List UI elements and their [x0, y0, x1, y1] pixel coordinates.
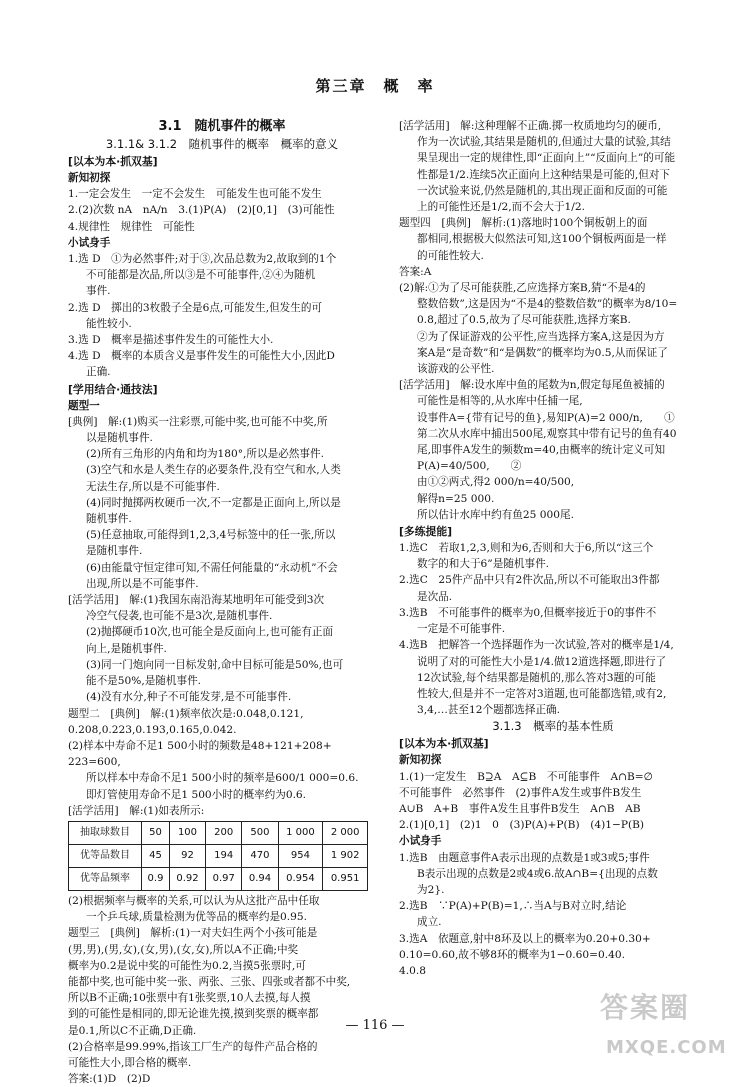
table-cell: 194 — [206, 844, 242, 867]
section-bracket-heading: [以本为本·抓双基] — [399, 737, 489, 751]
text-line: [活学活用] 解:这种理解不正确.掷一枚质地均匀的硬币, — [399, 120, 662, 132]
text-line: 1.选 D ①为必然事件;对于③,次品总数为2,故取到的1个 — [68, 253, 337, 266]
text-line: 223=600, — [68, 756, 121, 769]
text-line: 可能性大小,即合格的概率. — [68, 1056, 192, 1069]
page-number: — 116 — — [345, 1018, 405, 1033]
text-line: (4)没有水分,种子不可能发芽,是不可能事件. — [86, 691, 292, 704]
text-line: 3,4,…甚至12个题都选择正确. — [417, 704, 560, 717]
text-line: 能不是50%,是随机事件. — [86, 675, 202, 688]
table-cell: 0.951 — [323, 867, 368, 890]
text-line: (4)同时抛掷两枚硬币一次,不一定都是正面向上,所以是 — [86, 496, 341, 509]
text-line: 1.一定会发生 一定不会发生 可能发生也可能不发生 — [68, 188, 322, 201]
text-line: (男,男),(男,女),(女,男),(女,女),所以A不正确;中奖 — [68, 943, 299, 956]
text-line: 1.选C 若取1,2,3,则和为6,否则和大于6,所以“这三个 — [399, 542, 654, 555]
text-line: 不可能都是次品,所以③是不可能事件,②④为随机 — [86, 269, 316, 282]
watermark-logo — [600, 991, 750, 1066]
table-row-header: 优等品频率 — [69, 867, 142, 890]
table-row-header: 抽取球数目 — [69, 821, 142, 844]
text-line: 题型四 [典例] 解析:(1)落地时100个铜板朝上的面 — [399, 217, 648, 230]
text-line: 尾,即事件A发生的频数m=40,由概率的统计定义可知 — [417, 444, 666, 457]
watermark-glyph: 答案圈 — [600, 991, 691, 1024]
text-line: 果呈现出一定的规律性,即“正面向上”“反面向上”的可能 — [417, 152, 676, 165]
table-cell: 470 — [242, 844, 278, 867]
text-line: 一次试验来说,仍然是随机的,其出现正面和反面的可能 — [417, 184, 668, 197]
text-line: 2.(2)次数 nA nA/n 3.(1)P(A) (2)[0,1] (3)可能性 — [68, 204, 335, 217]
text-line: 是次品. — [417, 590, 453, 603]
text-line: 2.选 D 掷出的3枚骰子全是6点,可能发生,但发生的可 — [68, 301, 323, 314]
text-line: 冷空气侵袭,也可能不是3次,是随机事件. — [86, 610, 273, 623]
text-line: 上的可能性还是1/2,而不会大于1/2. — [417, 201, 585, 214]
text-line: (5)任意抽取,可能得到1,2,3,4号标签中的任一张,所以 — [86, 529, 336, 542]
text-line: 随机事件. — [86, 513, 132, 526]
text-line: 到的可能性是相同的,即无论谁先摸,摸到奖票的概率都 — [68, 1008, 319, 1021]
text-line: (2)所有三角形的内角和均为180°,所以是必然事件. — [86, 448, 324, 461]
left-column — [68, 118, 376, 1087]
text-line: (3)同一门炮向同一目标发射,命中目标可能是50%,也可 — [86, 658, 344, 671]
right-answer-text-2 — [399, 735, 707, 979]
text-line: 1.选B 由题意事件A表示出现的点数是1或3或5;事件 — [399, 851, 650, 864]
text-line: 数字的和大于6”是随机事件. — [417, 558, 550, 571]
section-title: 3.1 随机事件的概率 — [158, 119, 286, 134]
text-line: 不可能事件 必然事件 (2)事件A发生或事件B发生 — [399, 786, 642, 799]
text-line: 的可能性较大. — [417, 249, 484, 262]
text-line: 作为一次试验,其结果是随机的,但通过大量的试验,其结 — [417, 136, 671, 149]
table-cell: 2 000 — [323, 821, 368, 844]
left-answer-text — [68, 153, 376, 819]
table-cell: 1 902 — [323, 844, 368, 867]
text-line: 即灯管使用寿命不足1 500小时的概率约为0.6. — [86, 788, 307, 801]
text-line: 成立. — [417, 916, 442, 929]
text-line: 4.选 D 概率的本质含义是事件发生的可能性大小,因此D — [68, 350, 335, 363]
text-line: 案A是“是奇数”和“是偶数”的概率均为0.5,从而保证了 — [417, 346, 668, 359]
text-line: 整数倍数”,这是因为“不是4的整数倍数”的概率为8/10= — [417, 298, 678, 311]
table-row — [69, 844, 368, 867]
chapter-title: 第三章 概 率 — [315, 77, 435, 95]
text-line: 3.选 D 概率是描述事件发生的可能性大小. — [68, 334, 274, 347]
table-cell: 0.9 — [142, 867, 170, 890]
text-line: [活学活用] 解:设水库中鱼的尾数为n,假定每尾鱼被捕的 — [399, 379, 665, 392]
text-line: 由①②两式,得2 000/n=40/500, — [417, 476, 575, 489]
text-line: ②为了保证游戏的公平性,应当选择方案A,这是因为方 — [417, 330, 665, 343]
table-cell: 0.94 — [242, 867, 278, 890]
text-line: (2)根据频率与概率的关系,可以认为从这批产品中任取 — [68, 894, 320, 907]
left-answer-text-2 — [68, 893, 376, 1087]
text-line: 0.10=0.60,故不够8环的概率为1−0.60=0.40. — [399, 948, 625, 961]
text-line: 出现,所以是不可能事件. — [86, 577, 199, 590]
table-cell: 45 — [142, 844, 170, 867]
text-line: 无法生存,所以是不可能事件. — [86, 480, 220, 493]
table-cell: 200 — [206, 821, 242, 844]
text-line: 答案:A — [399, 265, 432, 278]
text-line: 0.208,0.223,0.193,0.165,0.042. — [68, 723, 237, 736]
text-line: 设事件A={带有记号的鱼},易知P(A)=2 000/n, ① — [417, 411, 675, 424]
subheading: 新知初探 — [68, 172, 111, 184]
text-line: 以是随机事件. — [86, 432, 153, 445]
section-bracket-heading: [以本为本·抓双基] — [68, 155, 158, 168]
right-answer-text — [399, 118, 707, 718]
section-bracket-heading: [学用结合·通技法] — [68, 382, 158, 396]
text-line: 所以估计水库中约有鱼25 000尾. — [417, 508, 574, 521]
text-line: 3.选A 依题意,射中8环及以上的概率为0.20+0.30+ — [399, 932, 651, 945]
text-line: 都相同,根据极大似然法可知,这100个铜板两面是一样 — [417, 233, 667, 246]
text-line: (2)合格率是99.99%,指该工厂生产的每件产品合格的 — [68, 1040, 318, 1053]
text-line: 解得n=25 000. — [417, 492, 495, 505]
text-line: [活学活用] 解:(1)如表所示: — [68, 804, 205, 817]
text-line: 12次试验,每个结果都是随机的,那么答对3题的可能 — [417, 671, 656, 684]
subheading: 小试身手 — [399, 835, 442, 848]
table-cell: 100 — [169, 821, 205, 844]
text-line: 是0.1,所以C不正确,D正确. — [68, 1024, 197, 1037]
text-line: 概率为0.2是说中奖的可能性为0.2,当摸5张票时,可 — [68, 959, 306, 972]
text-line: (2)抛掷硬币10次,也可能全是反面向上,也可能有正面 — [86, 626, 334, 639]
text-line: 答案:(1)D (2)D — [68, 1073, 151, 1086]
watermark-url: MXQE.COM — [606, 1037, 727, 1058]
text-line: 1.(1)一定发生 B⊇A A⊆B 不可能事件 A∩B=∅ — [399, 770, 653, 783]
text-line: 4.0.8 — [399, 964, 426, 977]
text-line: 是随机事件. — [86, 545, 143, 558]
text-line: (6)由能量守恒定律可知,不需任何能量的“永动机”不会 — [86, 561, 338, 574]
text-line: [活学活用] 解:(1)我国东南沿海某地明年可能受到3次 — [68, 594, 325, 607]
text-line: 所以B不正确;10张票中有1张奖票,10人去摸,每人摸 — [68, 992, 311, 1005]
table-row-header: 优等品数目 — [69, 844, 142, 867]
table-cell: 500 — [242, 821, 278, 844]
text-line: 2.选C 25件产品中只有2件次品,所以不可能取出3件都 — [399, 574, 660, 587]
text-line: 0.8,超过了0.5,故为了尽可能获胜,选择方案B. — [417, 314, 631, 327]
text-line: 3.选B 不可能事件的概率为0,但概率接近于0的事件不 — [399, 606, 657, 619]
text-line: 向上,是随机事件. — [86, 642, 167, 655]
text-line: 2.选B ∵P(A)+P(B)=1,∴当A与B对立时,结论 — [399, 900, 627, 913]
text-line: 为2}. — [417, 883, 445, 896]
subheading: 小试身手 — [68, 236, 111, 249]
text-line: 所以样本中寿命不足1 500小时的频率是600/1 000=0.6. — [86, 772, 359, 785]
right-column — [399, 118, 707, 979]
text-line: (2)样本中寿命不足1 500小时的频数是48+121+208+ — [68, 739, 332, 752]
text-line: (2)解:①为了尽可能获胜,乙应选择方案B,猜“不是4的 — [399, 282, 646, 295]
text-line: 4.选B 把解答一个选择题作为一次试验,答对的概率是1/4, — [399, 639, 674, 652]
text-line: 题型二 [典例] 解:(1)频率依次是:0.048,0.121, — [68, 707, 304, 720]
text-line: 2.(1)[0,1] (2)1 0 (3)P(A)+P(B) (4)1−P(B) — [399, 819, 644, 832]
table-cell: 1 000 — [278, 821, 323, 844]
text-line: 题型三 [典例] 解析:(1)一对夫妇生两个小孩可能是 — [68, 927, 318, 940]
text-line: 该游戏的公平性. — [417, 363, 495, 376]
text-line: 说明了对的可能性大小是1/4.做12道选择题,即进行了 — [417, 655, 667, 668]
text-line: [典例] 解:(1)购买一注彩票,可能中奖,也可能不中奖,所 — [68, 415, 328, 428]
results-table — [68, 821, 368, 891]
subsection-title: 3.1.3 概率的基本性质 — [492, 719, 614, 734]
text-line: 能性较小. — [86, 317, 132, 330]
table-cell: 50 — [142, 821, 170, 844]
text-line: 事件. — [86, 285, 111, 298]
text-line: 性都是1/2.连续5次正面向上这种结果是可能的,但对下 — [417, 168, 670, 181]
text-line: B表示出现的点数是2或4或6.故A∩B={出现的点数 — [417, 867, 658, 880]
text-line: 正确. — [86, 366, 111, 379]
text-line: 一定是不可能事件. — [417, 623, 506, 636]
text-line: 能都中奖,也可能中奖一张、两张、三张、四张或者都不中奖, — [68, 975, 351, 988]
text-line: P(A)=40/500, ② — [417, 460, 522, 473]
text-line: 一个乒乓球,质量检测为优等品的概率约是0.95. — [86, 911, 308, 924]
section-bracket-heading: [多练提能] — [399, 525, 453, 539]
text-line: (3)空气和水是人类生存的必要条件,没有空气和水,人类 — [86, 464, 341, 477]
table-cell: 0.97 — [206, 867, 242, 890]
text-line: 4.规律性 规律性 可能性 — [68, 220, 195, 233]
section-subtitle: 3.1.1& 3.1.2 随机事件的概率 概率的意义 — [105, 137, 339, 151]
table-cell: 0.92 — [169, 867, 205, 890]
table-row — [69, 821, 368, 844]
table-cell: 0.954 — [278, 867, 323, 890]
text-line: 第二次从水库中捕出500尾,观察其中带有记号的鱼有40 — [417, 427, 677, 440]
text-line: 性较大,但是并不一定答对3道题,也可能都选错,或有2, — [417, 687, 667, 700]
subheading: 新知初探 — [399, 754, 442, 767]
text-line: 可能性是相等的,从水库中任捕一尾, — [417, 395, 583, 408]
subheading: 题型一 — [68, 399, 100, 412]
table-cell: 92 — [169, 844, 205, 867]
table-row — [69, 867, 368, 890]
text-line: A∪B A+B 事件A发生且事件B发生 A∩B AB — [399, 802, 641, 815]
table-cell: 954 — [278, 844, 323, 867]
